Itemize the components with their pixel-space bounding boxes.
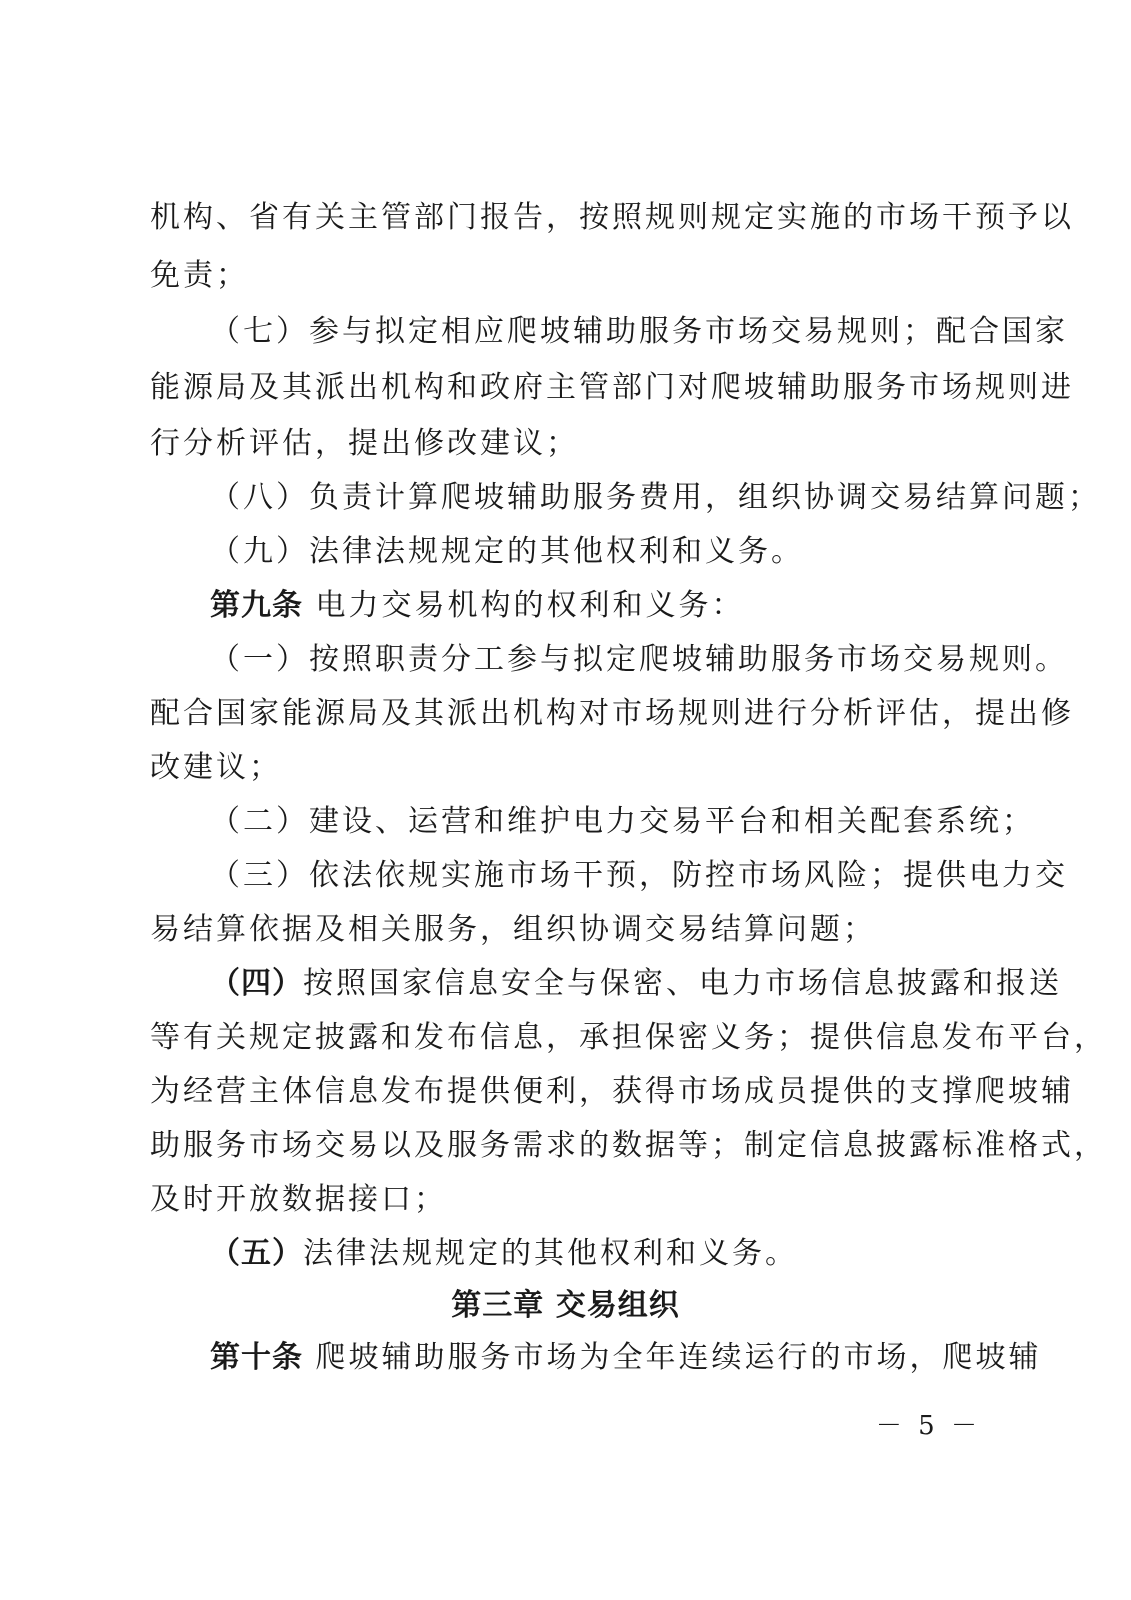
text-line: 为经营主体信息发布提供便利，获得市场成员提供的支撑爬坡辅 bbox=[150, 1074, 1074, 1109]
article-9-label: 第九条 bbox=[210, 588, 303, 623]
item-5-label: （五） bbox=[210, 1236, 303, 1271]
text-line: 能源局及其派出机构和政府主管部门对爬坡辅助服务市场规则进 bbox=[150, 370, 1074, 405]
chapter-title: 第三章 交易组织 bbox=[451, 1288, 680, 1323]
text-line: 机构、省有关主管部门报告，按照规则规定实施的市场干预予以 bbox=[150, 200, 1074, 235]
item-4-line bbox=[210, 964, 1062, 1004]
article-9-line bbox=[210, 586, 980, 626]
text-line: 爬坡辅助服务市场为全年连续运行的市场，爬坡辅 bbox=[315, 1340, 1042, 1375]
text-line: （八）负责计算爬坡辅助服务费用，组织协调交易结算问题； bbox=[210, 480, 1101, 515]
text-line: （三）依法依规实施市场干预，防控市场风险；提供电力交 bbox=[210, 858, 1068, 893]
text-line: 及时开放数据接口； bbox=[150, 1182, 447, 1217]
text-line: 易结算依据及相关服务，组织协调交易结算问题； bbox=[150, 912, 876, 947]
article-10-line bbox=[210, 1338, 1042, 1378]
text-line: 电力交易机构的权利和义务： bbox=[315, 588, 745, 623]
text-line: （一）按照职责分工参与拟定爬坡辅助服务市场交易规则。 bbox=[210, 642, 1068, 677]
article-10-label: 第十条 bbox=[210, 1340, 303, 1375]
text-line: 助服务市场交易以及服务需求的数据等；制定信息披露标准格式， bbox=[150, 1128, 1107, 1163]
text-line: 等有关规定披露和发布信息，承担保密义务；提供信息发布平台， bbox=[150, 1020, 1107, 1055]
item-5-line bbox=[210, 1234, 980, 1274]
text-line: 行分析评估，提出修改建议； bbox=[150, 426, 579, 461]
text-line: 按照国家信息安全与保密、电力市场信息披露和报送 bbox=[303, 966, 1062, 1001]
text-line: （二）建设、运营和维护电力交易平台和相关配套系统； bbox=[210, 804, 1035, 839]
text-line: （九）法律法规规定的其他权利和义务。 bbox=[210, 534, 804, 569]
text-line: （七）参与拟定相应爬坡辅助服务市场交易规则；配合国家 bbox=[210, 314, 1068, 349]
item-4-label: （四） bbox=[210, 966, 303, 1001]
text-line: 法律法规规定的其他权利和义务。 bbox=[303, 1236, 798, 1271]
page-number: － 5 － bbox=[875, 1411, 981, 1441]
text-line: 配合国家能源局及其派出机构对市场规则进行分析评估，提出修 bbox=[150, 696, 1074, 731]
text-line: 改建议； bbox=[150, 750, 282, 785]
text-line: 免责； bbox=[150, 258, 249, 293]
